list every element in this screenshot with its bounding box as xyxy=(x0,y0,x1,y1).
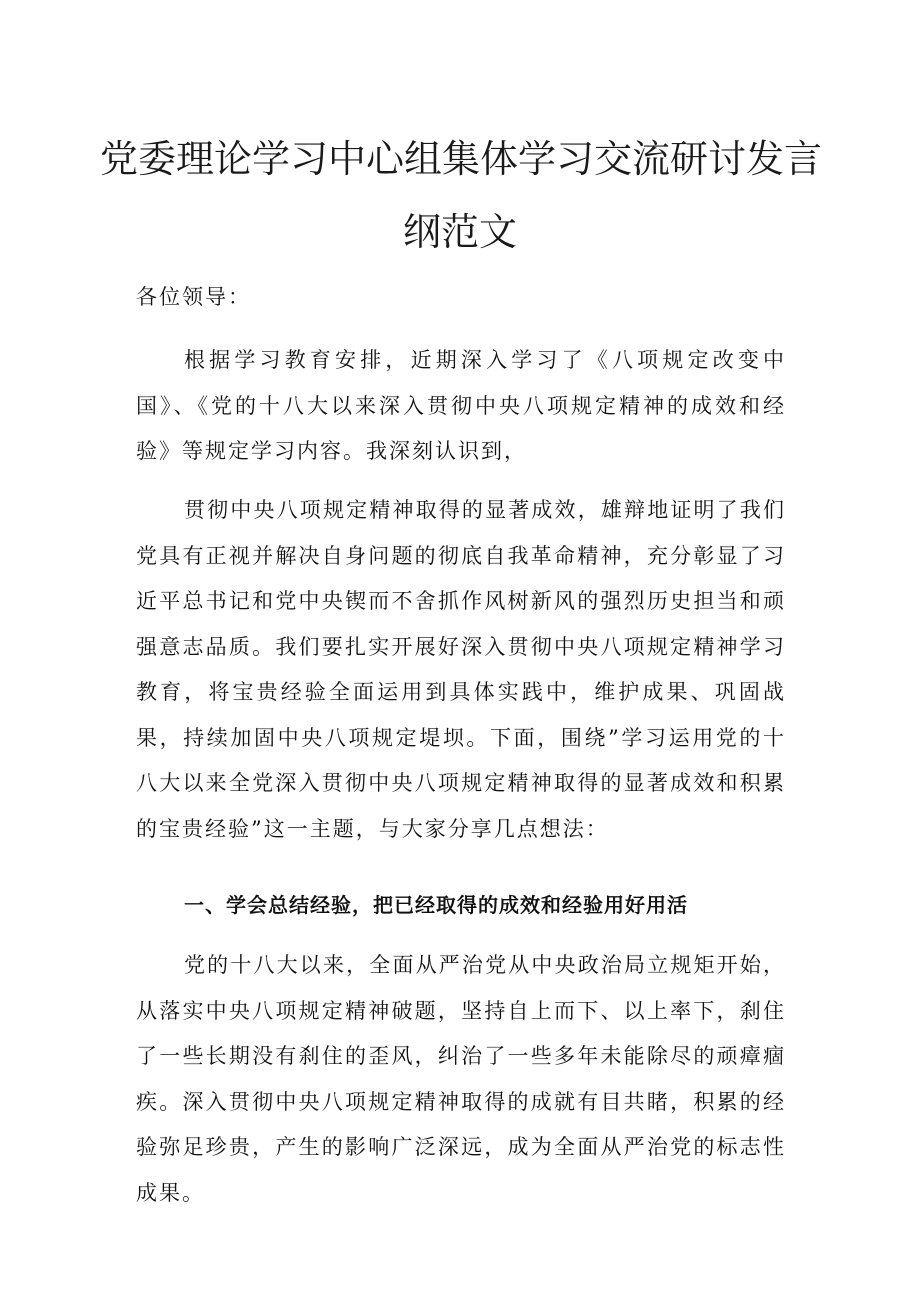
document-title-line-1: 党委理论学习中心组集体学习交流研讨发言 xyxy=(100,137,823,181)
paragraph-significance: 贯彻中央八项规定精神取得的显著成效，雄辩地证明了我们党具有正视并解决自身问题的彻底自我革命精神，充分彰显了习近平总书记和党中央锲而不舍抓作风树新风的强烈历史担当和顽强意志品质。我们要扎实开展好深入贯彻中央八项规定精神学习教育，将宝贵经验全面运用到具体实践中，维护成果、巩固战果，持续加固中央八项规定堤坝。下面，围绕”学习运用党的十八大以来全党深入贯彻中央八项规定精神取得的显著成效和积累的宝贵经验”这一主题，与大家分享几点想法： xyxy=(136,498,786,841)
document-title-line-2: 纲范文 xyxy=(402,210,517,254)
section-heading-1: 一、学会总结经验，把已经取得的成效和经验用好用活 xyxy=(184,893,688,917)
paragraph-intro: 根据学习教育安排，近期深入学习了《八项规定改变中国》、《党的十八大以来深入贯彻中央八项规定精神的成效和经验》等规定学习内容。我深刻认识到， xyxy=(136,348,786,463)
paragraph-section-1-body: 党的十八大以来，全面从严治党从中央政治局立规矩开始，从落实中央八项规定精神破题，坚持自上而下、以上率下，刹住了一些长期没有刹住的歪风，纠治了一些多年未能除尽的顽瘴痼疾。深入贯彻中央八项规定精神取得的成就有目共睹，积累的经验弥足珍贵，产生的影响广泛深远，成为全面从严治党的标志性成果。 xyxy=(136,953,786,1205)
salutation: 各位领导： xyxy=(136,285,251,309)
